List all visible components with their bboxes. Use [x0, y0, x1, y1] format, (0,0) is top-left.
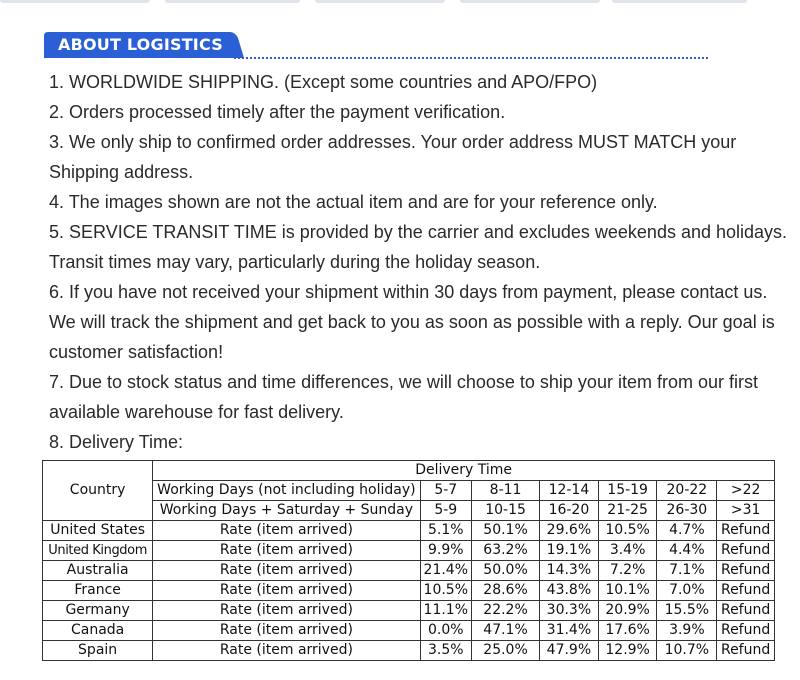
- country-column-header: Country: [43, 461, 153, 521]
- country-cell: Germany: [43, 601, 153, 621]
- table-row: [43, 581, 775, 601]
- table-cell: 10.5%: [420, 581, 472, 601]
- table-row: [43, 641, 775, 661]
- table-cell: 7.0%: [657, 581, 717, 601]
- country-cell: United States: [43, 521, 153, 541]
- tab-fragment: [0, 0, 150, 3]
- rate-label-cell: Rate (item arrived): [153, 541, 420, 561]
- table-cell: 21.4%: [420, 561, 472, 581]
- table-cell: Refund: [717, 641, 775, 661]
- table-cell: 10-15: [472, 501, 540, 521]
- table-cell: 7.2%: [598, 561, 657, 581]
- table-cell: 15.5%: [657, 601, 717, 621]
- rate-label-cell: Rate (item arrived): [153, 621, 420, 641]
- table-row: [43, 621, 775, 641]
- table-cell: 10.5%: [598, 521, 657, 541]
- tab-fragment: [612, 0, 747, 3]
- table-cell: 63.2%: [472, 541, 540, 561]
- section-divider: [234, 57, 708, 59]
- table-cell: 14.3%: [540, 561, 599, 581]
- tab-fragment: [460, 0, 600, 3]
- table-cell: 10.1%: [598, 581, 657, 601]
- table-cell: Refund: [717, 621, 775, 641]
- table-cell: 16-20: [540, 501, 599, 521]
- table-cell: 5.1%: [420, 521, 472, 541]
- table-cell: >22: [717, 481, 775, 501]
- table-cell: 3.9%: [657, 621, 717, 641]
- table-row: [43, 561, 775, 581]
- table-cell: 20-22: [657, 481, 717, 501]
- table-cell: Refund: [717, 561, 775, 581]
- table-row: [43, 601, 775, 621]
- table-cell: 11.1%: [420, 601, 472, 621]
- country-cell: France: [43, 581, 153, 601]
- tab-fragment: [315, 0, 445, 3]
- policy-item: 8. Delivery Time:: [49, 432, 184, 452]
- working-days-label: Working Days (not including holiday): [153, 481, 420, 501]
- country-cell: Spain: [43, 641, 153, 661]
- table-cell: 4.7%: [657, 521, 717, 541]
- table-cell: Refund: [717, 581, 775, 601]
- table-cell: 22.2%: [472, 601, 540, 621]
- table-cell: Refund: [717, 601, 775, 621]
- working-days-row: [43, 481, 775, 501]
- policy-list: [49, 67, 789, 457]
- country-cell: United Kingdom: [43, 541, 153, 561]
- top-tab-strip: [0, 0, 800, 6]
- table-cell: 8-11: [472, 481, 540, 501]
- table-cell: 26-30: [657, 501, 717, 521]
- table-cell: 5-7: [420, 481, 472, 501]
- table-cell: 50.1%: [472, 521, 540, 541]
- table-cell: 4.4%: [657, 541, 717, 561]
- rate-label-cell: Rate (item arrived): [153, 641, 420, 661]
- table-cell: 3.5%: [420, 641, 472, 661]
- policy-item: 6. If you have not received your shipment within 30 days from payment, please contact us. We will track the shipment and get back to you as soon as possible with a reply. Our goal is customer satisfaction!: [49, 282, 775, 362]
- delivery-time-table: [42, 460, 775, 661]
- rate-label-cell: Rate (item arrived): [153, 601, 420, 621]
- working-sat-sun-row: [43, 501, 775, 521]
- table-cell: 50.0%: [472, 561, 540, 581]
- rate-label-cell: Rate (item arrived): [153, 581, 420, 601]
- table-cell: 3.4%: [598, 541, 657, 561]
- table-cell: 21-25: [598, 501, 657, 521]
- policy-item: 4. The images shown are not the actual item and are for your reference only.: [49, 192, 658, 212]
- country-cell: Australia: [43, 561, 153, 581]
- table-cell: 20.9%: [598, 601, 657, 621]
- table-cell: 12-14: [540, 481, 599, 501]
- table-row: [43, 521, 775, 541]
- table-cell: 9.9%: [420, 541, 472, 561]
- table-cell: 0.0%: [420, 621, 472, 641]
- table-cell: 5-9: [420, 501, 472, 521]
- policy-item: 2. Orders processed timely after the payment verification.: [49, 102, 506, 122]
- table-cell: 43.8%: [540, 581, 599, 601]
- table-cell: 25.0%: [472, 641, 540, 661]
- table-cell: 28.6%: [472, 581, 540, 601]
- section-header: [44, 30, 708, 62]
- table-cell: 30.3%: [540, 601, 599, 621]
- table-header-row: [43, 461, 775, 481]
- table-cell: 19.1%: [540, 541, 599, 561]
- table-cell: 12.9%: [598, 641, 657, 661]
- working-sat-sun-label: Working Days + Saturday + Sunday: [153, 501, 420, 521]
- table-cell: 10.7%: [657, 641, 717, 661]
- policy-item: 1. WORLDWIDE SHIPPING. (Except some countries and APO/FPO): [49, 72, 598, 92]
- table-cell: >31: [717, 501, 775, 521]
- table-cell: Refund: [717, 521, 775, 541]
- table-cell: 15-19: [598, 481, 657, 501]
- table-cell: 29.6%: [540, 521, 599, 541]
- delivery-time-header: Delivery Time: [153, 461, 775, 481]
- table-row: [43, 541, 775, 561]
- table-cell: 17.6%: [598, 621, 657, 641]
- policy-item: 3. We only ship to confirmed order addresses. Your order address MUST MATCH your Shipping address.: [49, 132, 737, 182]
- table-cell: Refund: [717, 541, 775, 561]
- table-cell: 31.4%: [540, 621, 599, 641]
- table-cell: 7.1%: [657, 561, 717, 581]
- tab-fragment: [165, 0, 300, 3]
- policy-item: 5. SERVICE TRANSIT TIME is provided by the carrier and excludes weekends and holidays. Transit times may vary, particularly during the holiday season.: [49, 222, 788, 272]
- rate-label-cell: Rate (item arrived): [153, 561, 420, 581]
- section-title: ABOUT LOGISTICS: [58, 35, 223, 54]
- rate-label-cell: Rate (item arrived): [153, 521, 420, 541]
- policy-item: 7. Due to stock status and time differences, we will choose to ship your item from our first available warehouse for fast delivery.: [49, 372, 758, 422]
- table-cell: 47.1%: [472, 621, 540, 641]
- table-cell: 47.9%: [540, 641, 599, 661]
- country-cell: Canada: [43, 621, 153, 641]
